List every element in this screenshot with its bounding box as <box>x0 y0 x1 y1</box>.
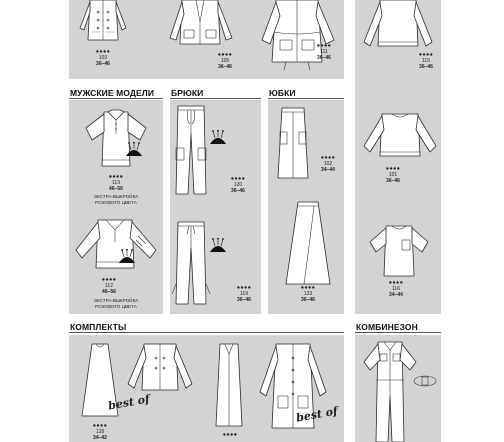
garment-sketch-123 <box>284 200 332 286</box>
garment-sketch-112 <box>72 216 160 272</box>
garment-sketch-113 <box>84 110 150 168</box>
item-label-116: ●●●● 116 34–44 <box>388 280 404 298</box>
divider <box>355 332 441 333</box>
garment-sketch-116 <box>368 224 430 278</box>
garment-sketch-120 <box>174 104 208 196</box>
item-label-120: ●●●● 120 36–46 <box>230 176 246 194</box>
garment-sketch-129-vest <box>212 342 246 428</box>
garment-sketch-105 <box>166 0 236 50</box>
garment-sketch-111 <box>258 0 338 72</box>
best-of-stamp: best of <box>107 392 151 413</box>
pincushion-icon <box>209 130 227 146</box>
item-label-112: ●●●● 112 46–56 <box>101 277 117 295</box>
item-label-129: ●●●● <box>222 432 238 438</box>
pincushion-icon <box>125 142 143 158</box>
garment-sketch-jumpsuit <box>360 340 420 442</box>
divider <box>170 98 261 99</box>
best-of-stamp: best of <box>295 404 339 425</box>
garment-sketch-101 <box>360 112 440 164</box>
pincushion-icon <box>209 238 227 254</box>
item-label-123: ●●●● 123 36–46 <box>300 285 316 303</box>
divider <box>69 332 344 333</box>
section-title-sets: КОМПЛЕКТЫ <box>70 322 127 332</box>
item-label-103: ●●●● 103 36–46 <box>95 49 111 67</box>
garment-sketch-119 <box>174 220 208 306</box>
garment-sketch-102 <box>276 106 310 180</box>
section-title-men: МУЖСКИЕ МОДЕЛИ <box>70 88 155 98</box>
item-label-105: ●●●● 105 36–46 <box>217 52 233 70</box>
item-label-119: ●●●● 119 36–46 <box>236 285 252 303</box>
section-title-jumpsuit: КОМБИНЕЗОН <box>356 322 418 332</box>
section-title-trousers: БРЮКИ <box>171 88 204 98</box>
divider <box>268 98 344 99</box>
item-label-102: ●●●● 102 34–44 <box>320 155 336 173</box>
extra-pattern-note: ЭКСТРА-ВЫКРОЙКА РОЗОВОГО ЦВЕТА <box>93 298 139 309</box>
extra-pattern-note: ЭКСТРА-ВЫКРОЙКА РОЗОВОГО ЦВЕТА <box>93 194 139 205</box>
belt-sketch <box>412 374 438 388</box>
garment-sketch-115 <box>360 0 436 54</box>
item-label-115: ●●●● 115 36–46 <box>418 52 434 70</box>
item-label-128: ●●●● 128 34–42 <box>92 423 108 441</box>
item-label-111: ●●●● 111 36–46 <box>316 43 332 61</box>
garment-sketch-103 <box>76 0 130 46</box>
item-label-101: ●●●● 101 36–46 <box>385 166 401 184</box>
divider <box>69 98 163 99</box>
item-label-113: ●●●● 113 46–56 <box>108 174 124 192</box>
garment-sketch-128-jacket <box>124 342 196 394</box>
section-title-skirts: ЮБКИ <box>269 88 296 98</box>
pincushion-icon <box>118 249 136 265</box>
